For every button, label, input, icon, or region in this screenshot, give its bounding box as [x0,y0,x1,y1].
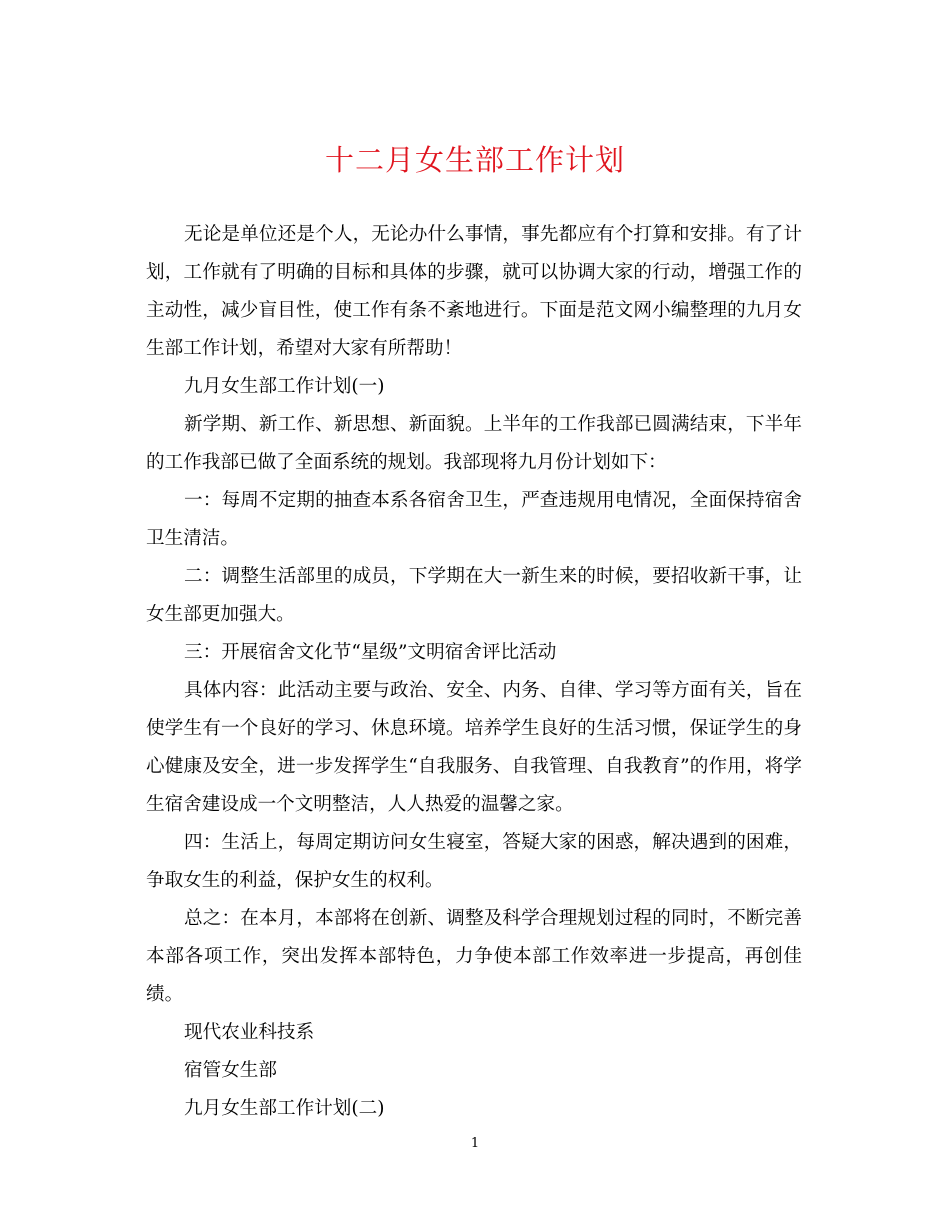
document-title: 十二月女生部工作计划 [324,143,625,177]
plan-item-one: 一：每周不定期的抽查本系各宿舍卫生，严查违规用电情况，全面保持宿舍卫生清洁。 [146,490,802,549]
signature-department: 现代农业科技系 [184,1022,315,1043]
plan-item-three: 三：开展宿舍文化节“星级”文明宿舍评比活动 [184,642,557,663]
document-body [146,216,802,1128]
plan-item-two: 二：调整生活部里的成员，下学期在大一新生来的时候，要招收新干事，让女生部更加强大。 [146,566,802,625]
signature-section: 宿管女生部 [184,1060,277,1081]
page-number: 1 [470,1136,480,1151]
paragraph-intro: 无论是单位还是个人，无论办什么事情，事先都应有个打算和安排。有了计划，工作就有了明确的目标和具体的步骤，就可以协调大家的行动，增强工作的主动性，减少盲目性，使工作有条不紊地进行。下面是范文网小编整理的九月女生部工作计划，希望对大家有所帮助！ [146,224,802,359]
paragraph-summary: 总之：在本月，本部将在创新、调整及科学合理规划过程的同时，不断完善本部各项工作，突出发挥本部特色，力争使本部工作效率进一步提高，再创佳绩。 [146,908,802,1005]
section-heading-plan-two: 九月女生部工作计划(二) [184,1098,385,1119]
plan-item-four: 四：生活上，每周定期访问女生寝室，答疑大家的困惑，解决遇到的困难，争取女生的利益，保护女生的权利。 [146,832,802,891]
paragraph-details: 具体内容：此活动主要与政治、安全、内务、自律、学习等方面有关，旨在使学生有一个良好的学习、休息环境。培养学生良好的生活习惯，保证学生的身心健康及安全，进一步发挥学生“自我服务、自我管理、自我教育”的作用，将学生宿舍建设成一个文明整洁，人人热爱的温馨之家。 [146,680,802,815]
section-heading-plan-one: 九月女生部工作计划(一) [184,376,385,397]
paragraph-new-semester: 新学期、新工作、新思想、新面貌。上半年的工作我部已圆满结束，下半年的工作我部已做了全面系统的规划。我部现将九月份计划如下： [146,414,802,473]
